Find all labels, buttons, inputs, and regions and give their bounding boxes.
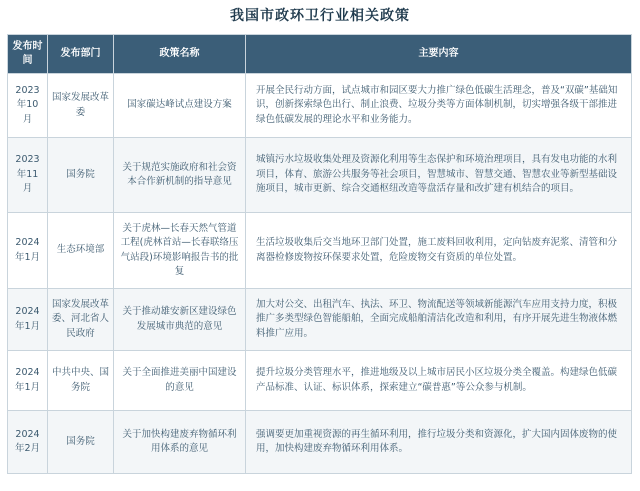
row-dept: 国家发展改革委、河北省人民政府 [48,289,114,351]
page-title: 我国市政环卫行业相关政策 [230,8,410,24]
row-policy-name: 关于推动雄安新区建设绿色发展城市典范的意见 [114,289,246,351]
row-dept: 中共中央、国务院 [48,351,114,411]
row-content: 城镇污水垃圾收集处理及资源化利用等生态保护和环境治理项目，具有发电功能的水利项目，体育、旅游公共服务等社会项目，智慧城市、智慧交通、智慧农业等新型基础设施项目，城市更新、综合交通枢纽改造等盘活存量和改扩建有机结合的项目。 [246,138,632,213]
row-policy-name: 关于加快构建废弃物循环利用体系的意见 [114,411,246,474]
row-date: 2023年10月 [8,74,48,138]
table-row [8,138,632,213]
row-content: 提升垃圾分类管理水平，推进地级及以上城市居民小区垃圾分类全覆盖。构建绿色低碳产品标准、认证、标识体系，探索建立“碳普惠”等公众参与机制。 [246,351,632,411]
header-content: 主要内容 [246,35,632,74]
header-dept: 发布部门 [48,35,114,74]
row-policy-name: 关于规范实施政府和社会资本合作新机制的指导意见 [114,138,246,213]
row-dept: 国务院 [48,411,114,474]
table-row [8,411,632,474]
table-row [8,74,632,138]
row-dept: 国家发展改革委 [48,74,114,138]
row-date: 2023年11月 [8,138,48,213]
row-content: 开展全民行动方面，试点城市和园区要大力推广绿色低碳生活理念，普及“双碳”基础知识，创新探索绿色出行、制止浪费、垃圾分类等方面体制机制，切实增强各级干部推进绿色低碳发展的理论水平和业务能力。 [246,74,632,138]
row-dept: 国务院 [48,138,114,213]
row-date: 2024年1月 [8,351,48,411]
row-content: 加大对公交、出租汽车、执法、环卫、物流配送等领域新能源汽车应用支持力度，积极推广多类型绿色智能船舶，全面完成船舶清洁化改造和利用，有序开展先进生物液体燃料推广应用。 [246,289,632,351]
row-dept: 生态环境部 [48,213,114,289]
row-policy-name: 关于虎林—长春天然气管道工程(虎林首站—长春联络压气站段)环境影响报告书的批复 [114,213,246,289]
row-policy-name: 国家碳达峰试点建设方案 [114,74,246,138]
table-row [8,289,632,351]
policy-table [7,34,632,474]
row-content: 强调要更加重视资源的再生循环利用，推行垃圾分类和资源化，扩大国内固体废物的使用，加快构建废弃物循环利用体系。 [246,411,632,474]
row-date: 2024年2月 [8,411,48,474]
row-date: 2024年1月 [8,289,48,351]
header-date: 发布时间 [8,35,48,74]
table-header-row [8,35,632,74]
row-content: 生活垃圾收集后交当地环卫部门处置，施工废料回收利用，定向钻废弃泥浆、清管和分离器检修废物按环保要求处置，危险废物交有资质的单位处置。 [246,213,632,289]
table-row [8,351,632,411]
table-row [8,213,632,289]
row-policy-name: 关于全面推进美丽中国建设的意见 [114,351,246,411]
row-date: 2024年1月 [8,213,48,289]
header-name: 政策名称 [114,35,246,74]
